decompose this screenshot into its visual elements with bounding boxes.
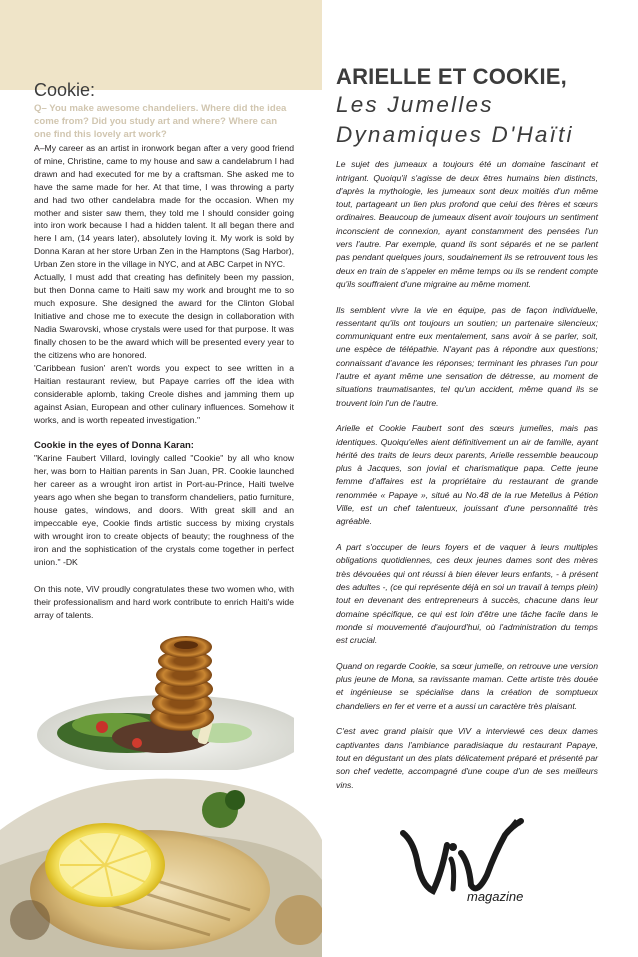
article-paragraph: Ils semblent vivre la vie en équipe, pas de façon individuelle, ressentant qu'ils ont toujours un soutien; un partenaire silencieux; communiquant entre eux mentalement, sans avoir à se parler, soit, une espèce de télépathie. N'ayant pas à répondre aux questions; connaissant d'avance les réponses; terminant les phrases l'un pour l'autre et ayant même une sensation de détresse, au moment de situations traumatisantes, tel qu'un accident, même quand ils se trouvent loin l'un de l'autre. xyxy=(336,304,598,408)
article-paragraph: A part s'occuper de leurs foyers et de vaquer à leurs multiples obligations quotidiennes, ces deux jeunes dames sont des mères très dévouées qui ont réussi à bien élever leurs enfants, - à présent des adultes -, (ce qui représente déjà en soi un travail à temps plein) tout en devenant des entrepreneurs à succès, chacune dans leur domaine spécifique, ce qui est loin d'être une tâche facile dans le monde si mouvementé d'aujourd'hui, où l'administration du temps est crucial. xyxy=(336,542,598,646)
header-band xyxy=(0,0,322,90)
article-paragraph: Quand on regarde Cookie, sa sœur jumelle, on retrouve une version plus jeune de Mona, sa ravissante maman. Cette artiste très douée et ingénieuse se spécialise dans la création de somptueux chandeliers en fer et verre et a aussi un caractère très plaisant. xyxy=(336,660,598,711)
grilled-fish-dish-photo xyxy=(0,770,322,957)
article-headline: ARIELLE ET COOKIE, xyxy=(336,64,567,89)
interviewee-label: Cookie: xyxy=(34,80,96,100)
onion-rings-dish-photo xyxy=(32,625,294,771)
closing-paragraph: On this note, ViV proudly congratulates these two women who, with their professionalism and hard work contribute to enrich Haiti's wide array of talents. xyxy=(34,583,294,620)
subtitle-line: Dynamiques D'Haïti xyxy=(336,122,574,148)
answer-paragraph: 'Caribbean fusion' aren't words you expect to see written in a Haitian restaurant review, but Papaye carries off the idea with considerable aplomb, taking Creole dishes and jamming them up against Asian, European and other culinary influences. Somehow it works, and is worth repeated investigation." xyxy=(34,362,294,425)
article-paragraph: Arielle et Cookie Faubert sont des sœurs jumelles, mais pas identiques. Quoiqu'elles aient définitivement un air de famille, ayant hérité des traits de leurs deux parents, Arielle ressemble beaucoup plus à Jacques, son jovial et charismatique papa. Cette jeune femme d'affaires est la propriétaire du restaurant de grande renommée « Papaye », situé au No.48 de la rue Metellus à Pétion Ville, est un chef talentueux, jouissant d'une personnalité très agréable. xyxy=(336,423,598,527)
interview-question: Q– You make awesome chandeliers. Where did the idea come from? Did you study art and where? Where can one find this lovely art work? xyxy=(34,103,287,140)
logo-wordmark: magazine xyxy=(467,889,524,904)
answer-paragraph: Actually, I must add that creating has definitely been my passion, but then Donna came to Haiti saw my work and brought me to so much exposure. She designed the award for the Clinton Global Initiative and chose me to execute the design in collaboration with Nadia Swarovski, whose crystals were used for that purpose. It was finally chosen to be the award which will be presented every year to the citizens who are honored. xyxy=(34,272,294,360)
article-paragraph: C'est avec grand plaisir que ViV a interviewé ces deux dames captivantes dans l'ambiance paradisiaque du restaurant Papaye, tout en dégustant un des plats délicatement préparé et présenté par son chef vedette, accompagné d'une coupe d'un de ses meilleurs vins. xyxy=(336,726,598,790)
viv-magazine-logo xyxy=(395,805,530,905)
donna-karan-heading: Cookie in the eyes of Donna Karan: xyxy=(34,440,194,452)
answer-paragraph: A–My career as an artist in ironwork began after a very good friend of mine, Christine, came to my house and saw a candelabrum I had drawn and had executed for me by a craftsman. She asked me to have the same made for her. At that time, I was throwing a party and had two other candelabra made for the occasion. When my mother and sister saw them, they told me I should consider going into iron work because I had a hidden talent. It all began there and here I am, (14 years later), absolutely loving it. My work is sold by Donna Karan at her store Urban Zen in the Hamptons (Sag Harbor), Urban Zen store in the village in NYC, and at ABC Carpet in NYC. xyxy=(34,142,294,270)
subtitle-line: Les Jumelles xyxy=(336,92,494,117)
article-subtitle xyxy=(336,90,598,150)
feature-column xyxy=(336,64,598,804)
interview-column xyxy=(34,80,294,622)
donna-karan-quote: "Karine Faubert Villard, lovingly called "Cookie" by all who know her, was born to Haitian parents in San Juan, PR. Cookie launched her career as a wrought iron artist in Port-au-Prince, Haiti twelve years ago when she began to transform chandeliers, patio furniture, house gates, windows, and doors. With great skill and an impeccable eye, Cookie finds artistic success by mixing crystals with wrought iron to create objects of beauty; the roughness of the iron and the sophistication of the crystals come together in perfect union." -DK xyxy=(34,453,294,567)
article-paragraph: Le sujet des jumeaux a toujours été un domaine fascinant et intrigant. Quoiqu'il s'agisse de deux êtres humains bien distincts, d'après la mythologie, les jumeaux sont deux moitiés d'un même tout, partageant un lien plus profond que celui des frères et sœurs ordinaires. Beaucoup de jumeaux disent avoir toujours un sentiment inconscient de connexion, ayant constamment des pensées l'un vers l'autre. Par exemple, quand ils sont séparés et ne se parlent pas pendant quelques jours, soudainement ils se retrouvent tous les deux en train de s'appeler en même temps ou ils se rendent compte qu'ils souffraient d'une migraine au même moment. xyxy=(336,159,598,289)
